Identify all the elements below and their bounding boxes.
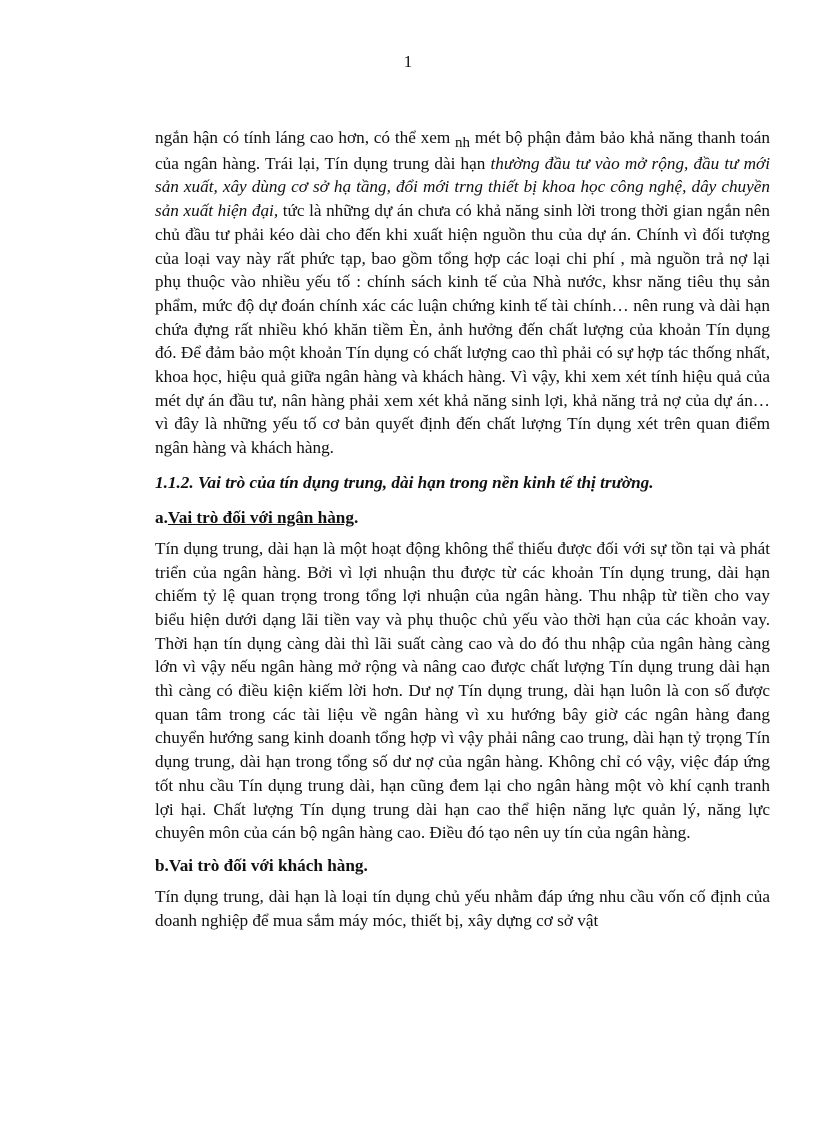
intro-text-c: mét bộ phận đảm bảo khả năng thanh toán của ngân hàng. Trái lại, Tín dụng trung dài hạn	[155, 128, 771, 173]
page-number: 1	[403, 52, 413, 71]
subheading-a-prefix: a.	[155, 507, 168, 527]
subheading-a-title: Vai trò đối với ngân hàng	[167, 507, 354, 527]
subheading-b-prefix: b.	[155, 855, 169, 875]
subheading-a-suffix: .	[353, 507, 359, 527]
intro-text-d: tức là những dự án chưa có khả năng sinh lời trong thời gian ngắn nên chủ đầu tư phải kéo dài cho đến khi xuất hiện nguồn thu của dự án. Chính vì đối tượng của loại vay này rất phức tạp, bao gồm tổng hợp các loại chi phí , mà nguồn trả nợ lại phụ thuộc vào nhiều yếu tố : chính sách kinh tế của Nhà nước, khsr năng tiêu thụ sản phẩm, mức độ dự đoán chính xác các luận chứng kinh tế tài chính… nên rung và dài hạn chứa đựng rất nhiều khó khăn tiềm Èn, ảnh hưởng đến chất lượng của khoản Tín dụng đó. Để đảm bảo một khoản Tín dụng có chất lượng cao thì phải có sự hợp tác thống nhất, khoa học, hiệu quả giữa ngân hàng và khách hàng. Vì vậy, khi xem xét tính hiệu quả của mét dự án đầu tư, nân hàng phải xem xét khả năng sinh lợi, khả năng trả nợ của dự án… vì đây là những yếu tố cơ bản quyết định đến chất lượng Tín dụng xét trên quan điểm ngân hàng và khách hàng.	[155, 201, 770, 458]
intro-italic-text: thường đầu tư vào mở rộng, đầu tư mới sản xuất, xây dùng cơ sở hạ tầng, đổi mới trng thiết bị khoa học công nghệ, dây chuyền sản xuất hiện đại,	[155, 153, 771, 221]
subheading-bank-role	[155, 506, 770, 530]
paragraph-intro	[155, 126, 770, 460]
intro-text-a: ngắn hận có tính láng cao hơn, có thể xem	[155, 128, 451, 147]
paragraph-customer-role: Tín dụng trung, dài hạn là loại tín dụng chủ yếu nhằm đáp ứng nhu cầu vốn cố định của doanh nghiệp để mua sắm máy móc, thiết bị, xây dựng cơ sở vật	[155, 886, 770, 930]
subheading-customer-role	[155, 854, 770, 878]
document-body	[155, 126, 770, 932]
section-heading: 1.1.2. Vai trò của tín dụng trung, dài hạn trong nền kinh tế thị trường.	[155, 472, 654, 492]
subheading-b-title: Vai trò đối với khách hàng.	[168, 855, 368, 875]
intro-text-fragment: nh	[455, 135, 471, 151]
paragraph-bank-role: Tín dụng trung, dài hạn là một hoạt động không thể thiếu được đối với sự tồn tại và phát triển của ngân hàng. Bởi vì lợi nhuận thu được từ các khoản Tín dụng trung, dài hạn chiếm tỷ lệ quan trọng trong tổng lợi nhuận của ngân hàng. Thu nhập từ tiền cho vay biểu hiện dưới dạng lãi tiền vay và phụ thuộc chủ yếu vào thời hạn của các khoản vay. Thời hạn tín dụng càng dài thì lãi suất càng cao và do đó thu nhập của ngân hàng càng lớn vì vậy nếu ngân hàng mở rộng và nâng cao được chất lượng Tín dụng trung dài hạn thì càng có điều kiện kiếm lời hơn. Dư nợ Tín dụng trung, dài hạn luôn là con số được quan tâm trong các tài liệu về ngân hàng vì xu hướng bây giờ các ngân hàng đang chuyển hướng sang kinh doanh tổng hợp vì vậy phải nâng cao trung, dài hạn tỷ trọng Tín dụng trung, dài hạn trong tổng số dư nợ của ngân hàng. Không chỉ có vậy, việc đáp ứng tốt nhu cầu Tín dụng trung dài, hạn cũng đem lại cho ngân hàng một vò khí cạnh tranh lợi hại. Chất lượng Tín dụng trung dài hạn cao thể hiện năng lực quản lý, năng lực chuyên môn của cán bộ ngân hàng cao. Điều đó tạo nên uy tín của ngân hàng.	[155, 538, 770, 843]
